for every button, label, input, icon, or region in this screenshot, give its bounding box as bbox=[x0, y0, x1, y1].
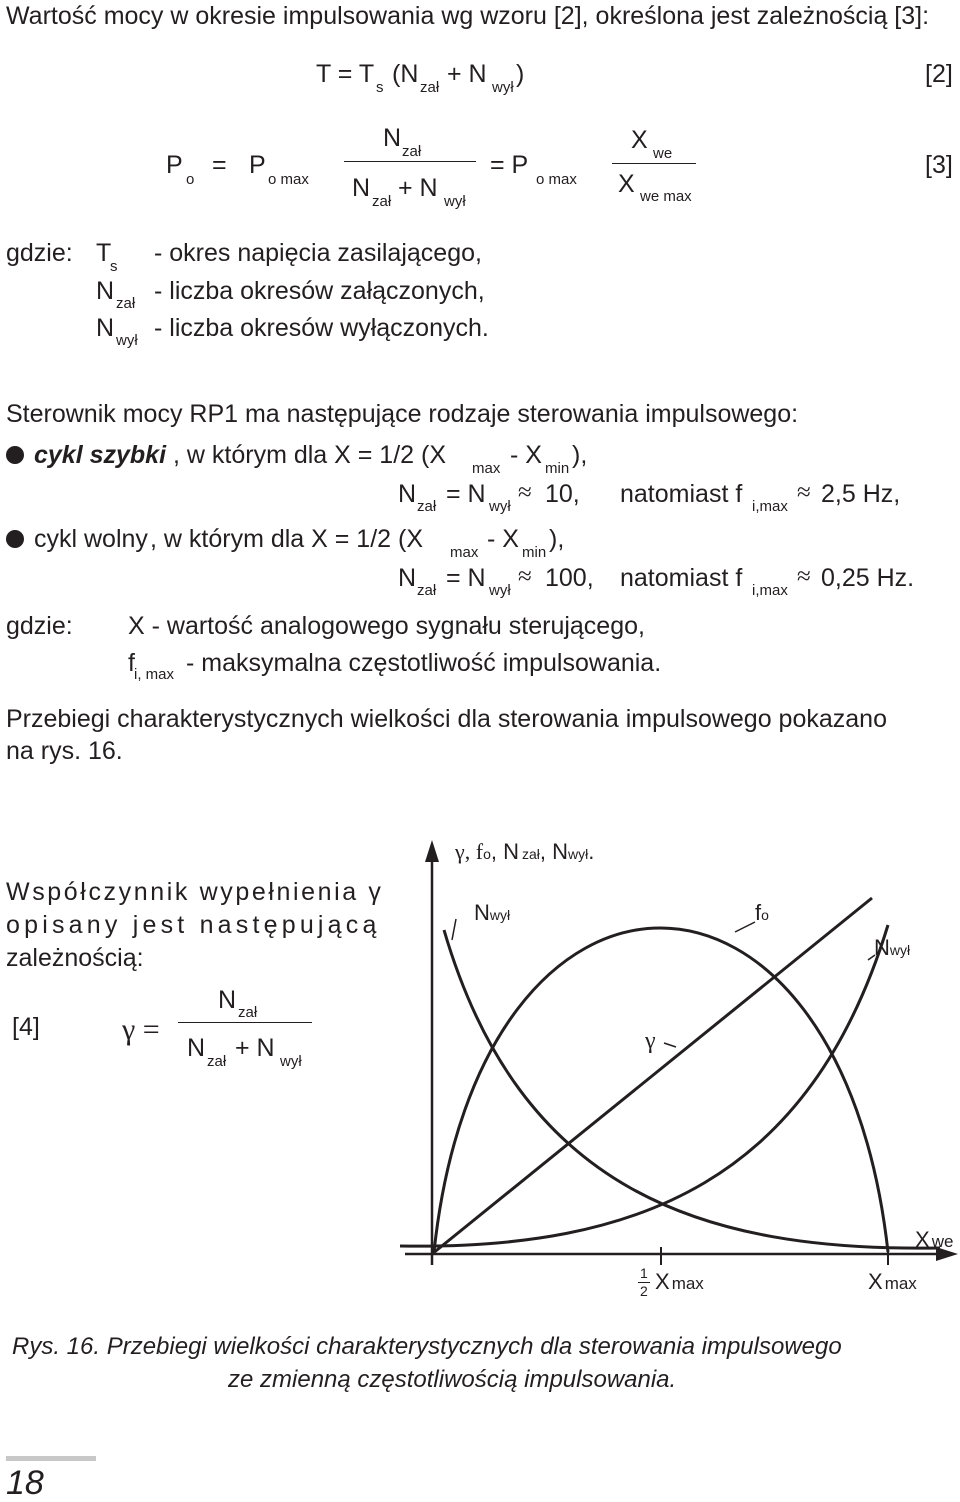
slow-max: max bbox=[450, 544, 479, 561]
slow-count: 100, bbox=[545, 564, 594, 592]
eq3-num: N bbox=[383, 124, 402, 152]
eq3-pmax-sub: o max bbox=[268, 171, 309, 188]
eq3-p: P bbox=[166, 151, 183, 179]
label-gamma: γ bbox=[645, 1028, 656, 1054]
where1-sym-nzal: N bbox=[96, 277, 115, 305]
eq2-plus: + N bbox=[447, 60, 487, 88]
caption-line-2: ze zmienną częstotliwością impulsowania. bbox=[228, 1366, 677, 1393]
eq3-eq2: = P bbox=[490, 151, 529, 179]
slow-minus: - X bbox=[487, 525, 519, 553]
slow-zal: zał bbox=[417, 582, 437, 599]
fill-line-3: zależnością: bbox=[6, 944, 144, 972]
eq4-ref: [4] bbox=[12, 1013, 40, 1041]
fast-freq: 2,5 Hz, bbox=[821, 480, 901, 508]
eq3-p-sub: o bbox=[186, 171, 195, 188]
curve-nwyl-decreasing bbox=[444, 930, 940, 1248]
where2-x-desc: X - wartość analogowego sygnału sterującego, bbox=[128, 612, 645, 640]
eq3-x-num-sub: we bbox=[653, 145, 673, 162]
fill-line-1: Współczynnik wypełnienia γ bbox=[6, 878, 384, 906]
slow-approx2: ≈ bbox=[797, 563, 811, 590]
eq3-x-num: X bbox=[631, 126, 648, 154]
fast-count: 10, bbox=[545, 480, 580, 508]
label-x-axis bbox=[915, 1229, 953, 1251]
y-axis-label-gamma-fo: γ, f bbox=[455, 839, 484, 864]
slow-min: min bbox=[522, 544, 547, 561]
leader-gamma bbox=[664, 1043, 676, 1047]
slow-approx: ≈ bbox=[518, 563, 532, 590]
eq2-close: ) bbox=[516, 60, 525, 88]
slow-rest: , w którym dla X = 1/2 (X bbox=[150, 525, 424, 553]
fast-eqn: = N bbox=[446, 480, 486, 508]
eq3-pmax: P bbox=[249, 151, 266, 179]
label-fo-f: f bbox=[755, 900, 762, 925]
eq4-num-sub: zał bbox=[238, 1004, 258, 1021]
intro-text: Wartość mocy w okresie impulsowania wg wzoru [2], określona jest zależnością [3]: bbox=[6, 2, 930, 30]
eq3-eq: = bbox=[212, 151, 227, 179]
eq4-num: N bbox=[218, 986, 237, 1014]
fast-close: ), bbox=[572, 441, 588, 469]
where1-sub-nzal: zał bbox=[116, 295, 136, 312]
fast-whereas: natomiast f bbox=[620, 480, 743, 508]
eq3-num-sub: zał bbox=[402, 143, 422, 160]
slow-freq: 0,25 Hz. bbox=[821, 564, 915, 592]
eq3-den-n1: N bbox=[352, 174, 371, 202]
label-nwyl-right bbox=[874, 937, 910, 959]
y-axis-label-zal: zał bbox=[521, 846, 540, 862]
eq4-den-n1: N bbox=[187, 1034, 206, 1062]
y-axis-label-n: , N bbox=[490, 839, 519, 864]
where2-label: gdzie: bbox=[6, 612, 73, 640]
eq4-den-sub1: zał bbox=[207, 1053, 227, 1070]
slow-eqn: = N bbox=[446, 564, 486, 592]
paragraph-line-1: Przebiegi charakterystycznych wielkości dla sterowania impulsowego pokazano bbox=[6, 705, 887, 733]
slow-fsub: i,max bbox=[752, 582, 788, 599]
eq3-x-den: X bbox=[618, 170, 635, 198]
y-axis-label-fo-sub: o bbox=[483, 846, 491, 862]
where1-desc-nwyl: - liczba okresów wyłączonych. bbox=[154, 314, 489, 342]
eq2-lhs: T = T bbox=[316, 60, 375, 88]
eq2-ts-sub: s bbox=[376, 79, 384, 96]
label-nwyl-right-sub: wył bbox=[889, 942, 911, 958]
slow-wyl: wył bbox=[489, 582, 511, 599]
paragraph-line-2: na rys. 16. bbox=[6, 737, 123, 765]
label-nwyl-left-n: N bbox=[474, 900, 490, 925]
eq3-den-plus: + N bbox=[398, 174, 438, 202]
fast-max: max bbox=[472, 460, 501, 477]
fast-name: cykl szybki bbox=[34, 441, 167, 469]
label-half-num: 1 bbox=[640, 1265, 648, 1281]
eq4-den-plus: + N bbox=[235, 1034, 275, 1062]
where1-sym-nwyl: N bbox=[96, 314, 115, 342]
eq2-wyl-sub: wył bbox=[492, 79, 514, 96]
controller-heading: Sterownik mocy RP1 ma następujące rodzaje sterowania impulsowego: bbox=[6, 400, 799, 428]
label-fo bbox=[755, 902, 769, 924]
y-axis-label bbox=[455, 841, 594, 863]
slow-close: ), bbox=[549, 525, 565, 553]
eq2-zal-sub: zał bbox=[420, 79, 440, 96]
label-nwyl-left-sub: wył bbox=[489, 907, 511, 923]
fast-min: min bbox=[545, 460, 570, 477]
where1-sub-nwyl: wył bbox=[116, 332, 138, 349]
label-fo-sub: o bbox=[761, 907, 769, 923]
label-nwyl-right-n: N bbox=[874, 935, 890, 960]
fast-wyl: wył bbox=[489, 498, 511, 515]
label-xmax bbox=[868, 1271, 917, 1293]
label-nwyl-left bbox=[474, 902, 510, 924]
fast-fsub: i,max bbox=[752, 498, 788, 515]
fast-rest: , w którym dla X = 1/2 (X bbox=[173, 441, 447, 469]
eq4-den-sub2: wył bbox=[280, 1053, 302, 1070]
where1-label: gdzie: bbox=[6, 239, 73, 267]
fast-n: N bbox=[398, 480, 417, 508]
eq3-den-sub1: zał bbox=[372, 193, 392, 210]
y-axis-label-end: . bbox=[588, 839, 595, 864]
eq2-ref: [2] bbox=[925, 60, 953, 88]
leader-nwyl-left bbox=[452, 919, 456, 940]
fast-approx2: ≈ bbox=[797, 479, 811, 506]
y-axis-label-wyl: wył bbox=[568, 846, 589, 862]
label-half-x: X bbox=[655, 1269, 670, 1294]
slow-name: cykl wolny bbox=[34, 525, 148, 553]
eq3-den-sub2: wył bbox=[444, 193, 466, 210]
eq2-open: (N bbox=[392, 60, 419, 88]
eq3-ref: [3] bbox=[925, 151, 953, 179]
label-half-x-sub: max bbox=[671, 1274, 704, 1293]
where1-sym-ts: T bbox=[96, 239, 112, 267]
slow-whereas: natomiast f bbox=[620, 564, 743, 592]
caption-line-1: Rys. 16. Przebiegi wielkości charakterystycznych dla sterowania impulsowego bbox=[12, 1333, 842, 1360]
label-xmax-x: X bbox=[868, 1269, 883, 1294]
label-half-xmax bbox=[655, 1271, 704, 1293]
where1-desc-ts: - okres napięcia zasilającego, bbox=[154, 239, 482, 267]
fast-minus: - X bbox=[510, 441, 542, 469]
eq3-p2-sub: o max bbox=[536, 171, 577, 188]
where2-f-sub: i, max bbox=[134, 666, 175, 683]
label-xmax-sub: max bbox=[884, 1274, 917, 1293]
y-axis-arrow-icon bbox=[425, 840, 439, 862]
fast-approx: ≈ bbox=[518, 479, 532, 506]
page-number: 18 bbox=[6, 1464, 44, 1502]
label-half-den: 2 bbox=[640, 1283, 648, 1299]
page-number-bar bbox=[6, 1456, 96, 1461]
label-x-axis-sub: we bbox=[931, 1232, 954, 1251]
eq3-x-den-sub: we max bbox=[640, 188, 692, 205]
label-x-axis-x: X bbox=[915, 1227, 930, 1252]
fill-line-2: opisany jest następującą bbox=[6, 911, 381, 939]
where1-desc-nzal: - liczba okresów załączonych, bbox=[154, 277, 485, 305]
y-axis-label-n2: , N bbox=[539, 839, 569, 864]
where1-sub-ts: s bbox=[110, 258, 118, 275]
where2-f-desc: - maksymalna częstotliwość impulsowania. bbox=[186, 649, 662, 677]
eq4-gamma: γ = bbox=[122, 1013, 160, 1046]
where2-f-sym: f bbox=[128, 649, 135, 677]
leader-fo bbox=[735, 922, 755, 932]
fast-zal: zał bbox=[417, 498, 437, 515]
slow-n: N bbox=[398, 564, 417, 592]
